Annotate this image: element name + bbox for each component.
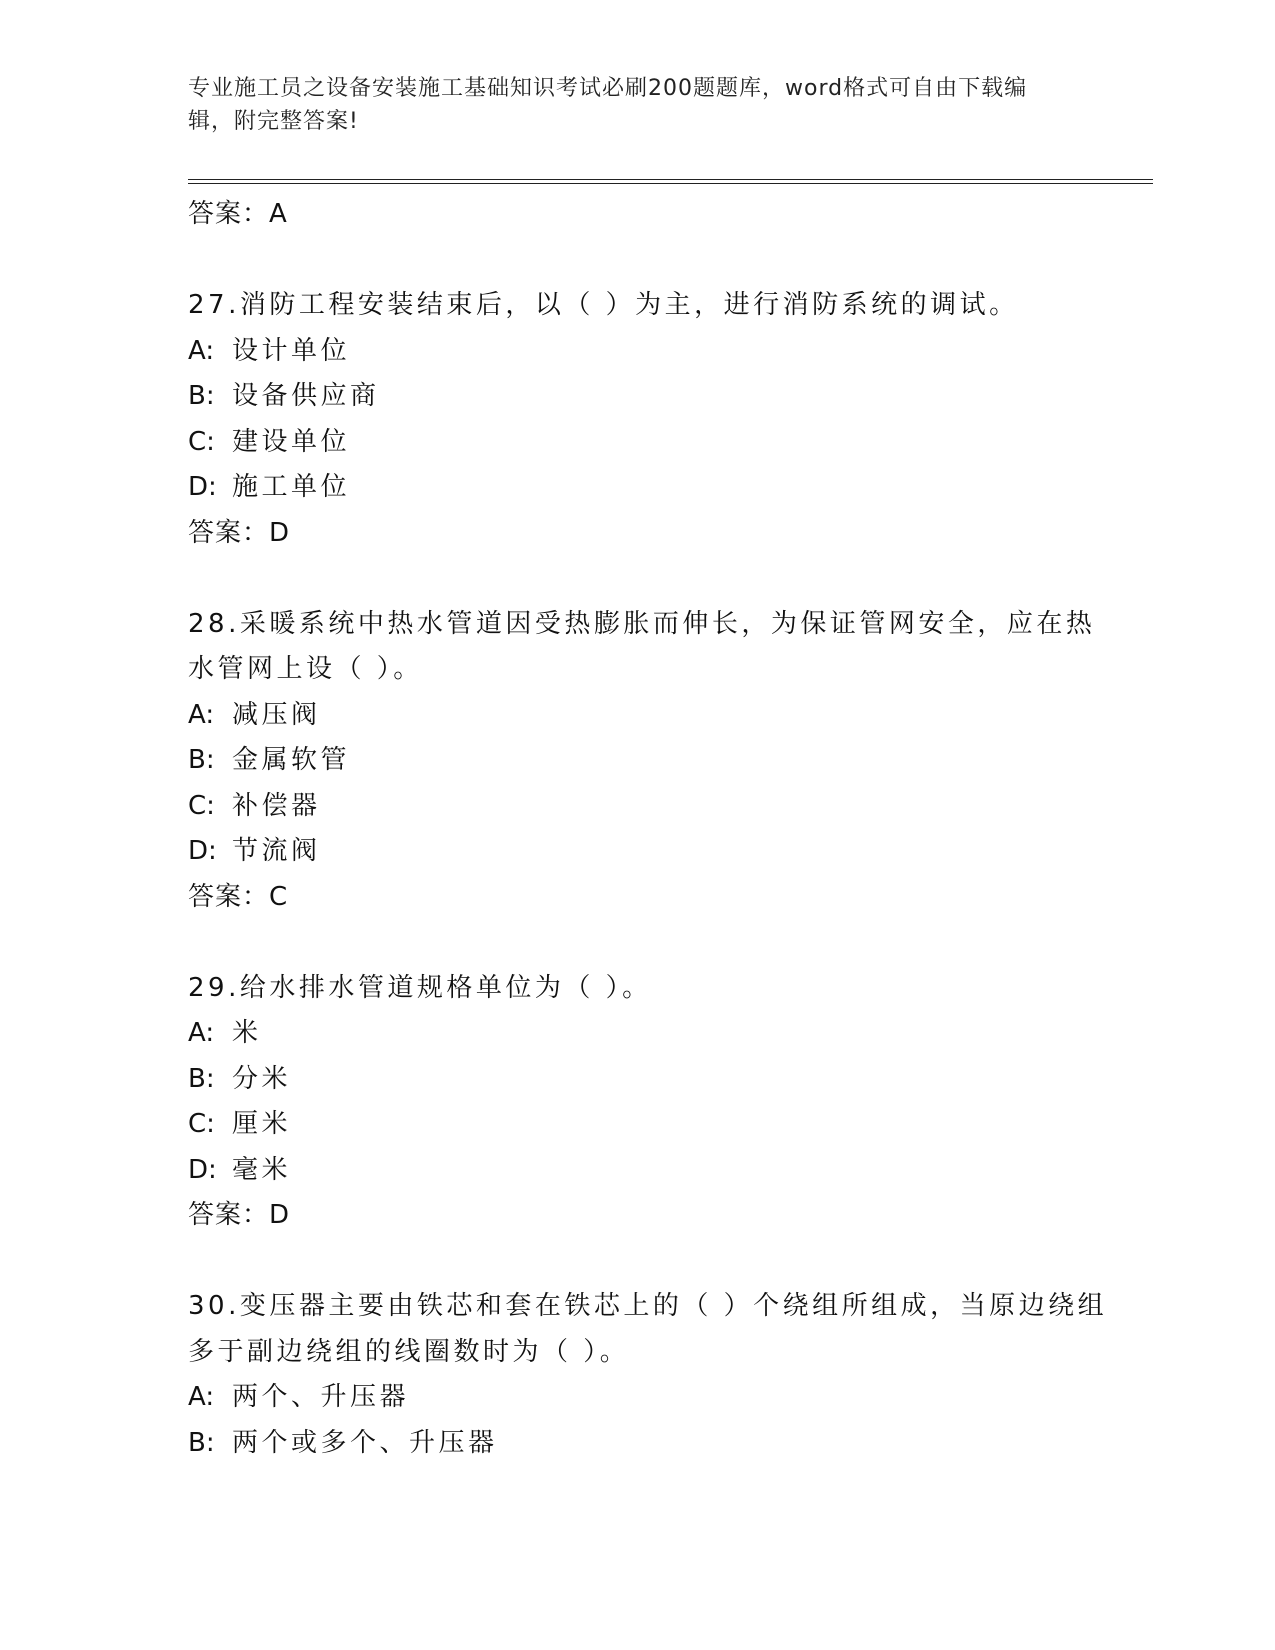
option-key: C: [188, 790, 215, 821]
option-text: 施工单位 [232, 472, 351, 502]
option-text: 分米 [232, 1063, 292, 1094]
header-rule-top [188, 179, 1153, 180]
question-30-option-b [188, 1421, 1118, 1467]
question-28-option-b [188, 738, 1118, 784]
option-key: B: [188, 1427, 215, 1458]
option-key: D: [188, 836, 217, 866]
option-key: B: [188, 1063, 215, 1094]
option-text: 节流阀 [232, 836, 321, 866]
option-key: D: [188, 472, 217, 502]
question-27-answer: 答案：D [188, 517, 291, 548]
option-key: B: [188, 381, 215, 411]
question-list [188, 186, 1118, 1466]
option-text: 两个、升压器 [232, 1382, 410, 1412]
question-28-option-d [188, 829, 1118, 875]
option-text: 减压阀 [232, 699, 321, 730]
question-29-option-b [188, 1057, 1118, 1103]
question-29-option-c [188, 1102, 1118, 1148]
option-text: 毫米 [232, 1154, 292, 1185]
option-key: A: [188, 1018, 215, 1048]
option-text: 设备供应商 [232, 381, 380, 411]
option-key: A: [188, 335, 215, 366]
question-27-option-c [188, 420, 1118, 466]
option-key: A: [188, 1382, 215, 1412]
option-key: C: [188, 1109, 215, 1139]
option-text: 建设单位 [232, 426, 351, 457]
question-28-text: 28.采暖系统中热水管道因受热膨胀而伸长，为保证管网安全，应在热水管网上设（ ）。 [188, 608, 1096, 684]
document-header: 专业施工员之设备安装施工基础知识考试必刷200题题库，word格式可自由下载编辑，附完整答案! [188, 76, 1028, 134]
option-text: 金属软管 [232, 745, 351, 775]
question-28-option-c [188, 784, 1118, 830]
option-text: 设计单位 [232, 335, 351, 366]
option-text: 两个或多个、升压器 [232, 1427, 498, 1458]
option-key: C: [188, 426, 215, 457]
question-27-option-b [188, 374, 1118, 420]
question-29-text: 29.给水排水管道规格单位为（ ）。 [188, 972, 652, 1003]
option-text: 补偿器 [232, 790, 321, 821]
option-text: 厘米 [232, 1109, 292, 1139]
question-29-option-a [188, 1011, 1118, 1057]
question-30-option-a [188, 1375, 1118, 1421]
question-27-option-a [188, 329, 1118, 375]
option-key: B: [188, 745, 215, 775]
option-key: A: [188, 699, 215, 730]
question-27-option-d [188, 465, 1118, 511]
question-28-option-a [188, 693, 1118, 739]
question-27-text: 27.消防工程安装结束后，以（ ）为主，进行消防系统的调试。 [188, 290, 1019, 320]
header-rule-bottom [188, 183, 1153, 184]
question-28-answer: 答案：C [188, 881, 289, 912]
question-29-answer: 答案：D [188, 1200, 291, 1230]
option-text: 米 [232, 1018, 262, 1048]
question-29-option-d [188, 1148, 1118, 1194]
answer-line-26: 答案：A [188, 199, 288, 229]
question-30-text: 30.变压器主要由铁芯和套在铁芯上的（ ）个绕组所组成，当原边绕组多于副边绕组的线圈数时为（ ）。 [188, 1291, 1108, 1367]
option-key: D: [188, 1154, 217, 1185]
